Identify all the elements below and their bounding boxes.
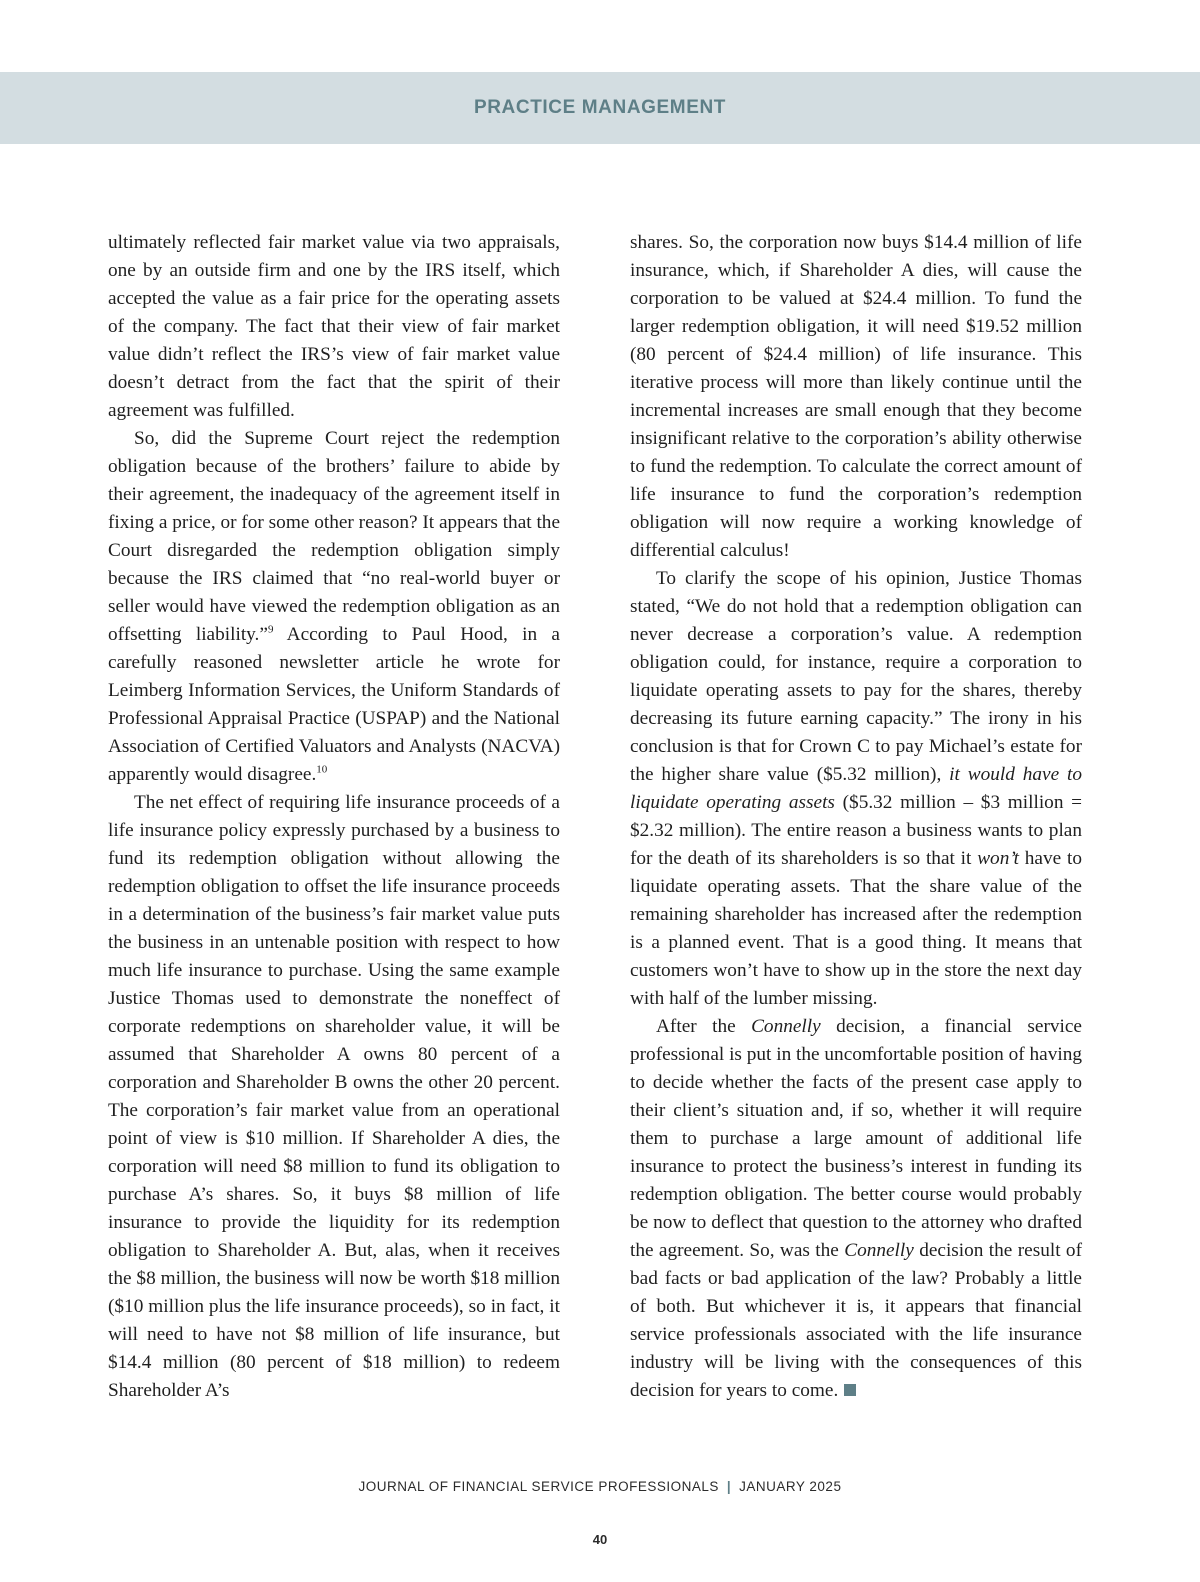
section-title: PRACTICE MANAGEMENT [473,97,727,118]
paragraph: To clarify the scope of his opinion, Justice Thomas stated, “We do not hold that a redemption obligation can never decrease a corporation’s value. A redemption obligation could, for instance, require a corporation to liquidate operating assets to pay for the shares, thereby decreasing its future earning capacity.” The irony in his conclusion is that for Crown C to pay Michael’s estate for the higher share value ($5.32 million), it would have to liquidate operating assets ($5.32 million – $3 million = $2.32 million). The entire reason a business wants to plan for the death of its shareholders is so that it won’t have to liquidate operating assets. That the share value of the remaining shareholder has increased after the redemption is a planned event. That is a good thing. It means that customers won’t have to show up in the store the next day with half of the lumber missing. [630,568,1083,1009]
page-number: 40 [592,1532,608,1547]
paragraph: After the Connelly decision, a financial service professional is put in the uncomfortable position of having to decide whether the facts of the present case apply to their client’s situation and, if so, whether it will require them to purchase a large amount of additional life insurance to protect the business’s interest in funding its redemption obligation. The better course would probably be now to deflect that question to the attorney who drafted the agreement. So, was the Connelly decision the result of bad facts or bad application of the law? Probably a little of both. But whichever it is, it appears that financial service professionals associated with the life insurance industry will be living with the consequences of this decision for years to come. [630,1016,1082,1401]
footnote-ref: 10 [316,763,328,776]
case-name: Connelly [844,1240,914,1261]
paragraph: ultimately reflected fair market value via two appraisals, one by an outside firm and one by the IRS itself, which accepted the value as a fair price for the operating assets of the company. The fact that their view of fair market value didn’t reflect the IRS’s view of fair market value doesn’t detract from the fact that the spirit of their agreement was fulfilled. [108,232,560,421]
case-name: Connelly [751,1016,821,1037]
footer-separator: | [726,1479,732,1494]
paragraph: shares. So, the corporation now buys $14.4 million of life insurance, which, if Shareholder A dies, will cause the corporation to be valued at $24.4 million. To fund the larger redemption obligation, it will need $19.52 million (80 percent of $24.4 million) of life insurance. This iterative process will more than likely continue until the incremental increases are small enough that they become insignificant relative to the corporation’s ability otherwise to fund the redemption. To calculate the correct amount of life insurance to fund the corporation’s redemption obligation will now require a working knowledge of differential calculus! [630,232,1082,561]
emphasis: it would have to liquidate operating assets [630,764,1083,813]
emphasis: won’t [977,848,1019,869]
issue-date: JANUARY 2025 [739,1479,842,1494]
end-of-article-icon [844,1384,856,1396]
section-banner [0,72,1200,144]
right-column [630,229,1082,1405]
page-footer [0,1479,1200,1494]
footnote-ref: 9 [267,623,274,636]
left-column [108,229,560,1405]
paragraph: So, did the Supreme Court reject the redemption obligation because of the brothers’ failure to abide by their agreement, the inadequacy of the agreement itself in fixing a price, or for some other reason? It appears that the Court disregarded the redemption obligation simply because the IRS claimed that “no real-world buyer or seller would have viewed the redemption obligation as an offsetting liability.”$^9$ According to Paul Hood, in a carefully reasoned newsletter article he wrote for Leimberg Information Services, the Uniform Standards of Professional Appraisal Practice (USPAP) and the National Association of Certified Valuators and Analysts (NACVA) apparently would disagree.$^{10}$ [108,428,560,785]
paragraph: The net effect of requiring life insurance proceeds of a life insurance policy expressly purchased by a business to fund its redemption obligation without allowing the redemption obligation to offset the life insurance proceeds in a determination of the business’s fair market value puts the business in an untenable position with respect to how much life insurance to purchase. Using the same example Justice Thomas used to demonstrate the noneffect of corporate redemptions on shareholder value, it will be assumed that Shareholder A owns 80 percent of a corporation and Shareholder B owns the other 20 percent. The corporation’s fair market value from an operational point of view is $10 million. If Shareholder A dies, the corporation will need $8 million to fund its obligation to purchase A’s shares. So, it buys $8 million of life insurance to provide the liquidity for its redemption obligation to Shareholder A. But, alas, when it receives the $8 million, the business will now be worth $18 million ($10 million plus the life insurance proceeds), so in fact, it will need to have not $8 million of life insurance, but $14.4 million (80 percent of $18 million) to redeem Shareholder A’s [108,792,560,1401]
journal-name: JOURNAL OF FINANCIAL SERVICE PROFESSIONALS [358,1479,719,1494]
